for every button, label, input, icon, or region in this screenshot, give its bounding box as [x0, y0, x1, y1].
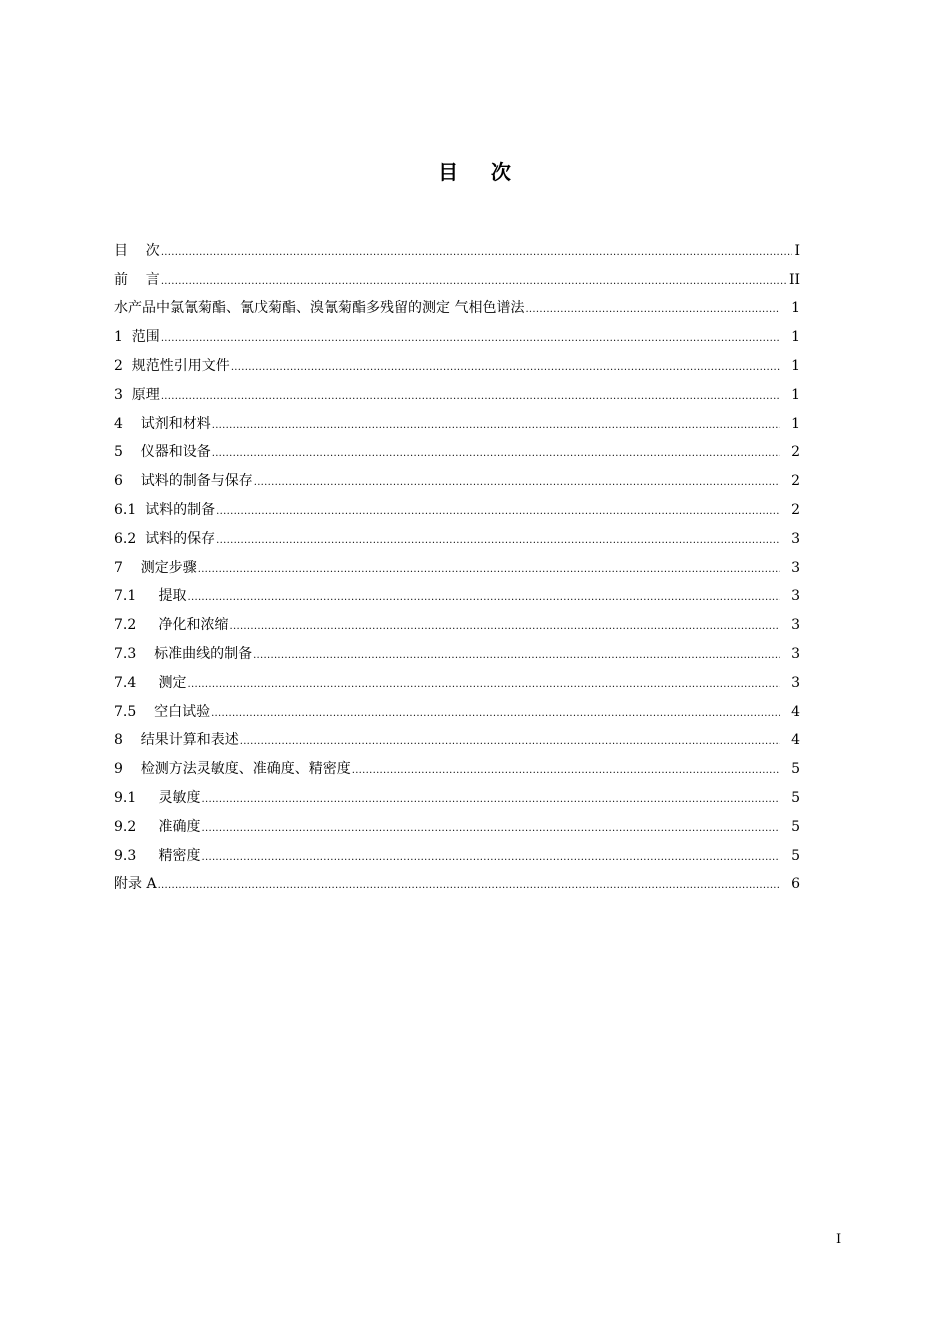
toc-entry-page: 1: [791, 386, 800, 403]
toc-entry-page: 2: [791, 501, 800, 518]
toc-entry-foreword[interactable]: [114, 260, 800, 289]
toc-entry-page: 3: [791, 674, 800, 691]
toc-entry-page: I: [794, 242, 800, 259]
toc-entry-page: 5: [791, 761, 800, 778]
page-title: 目 次: [438, 160, 512, 184]
toc-entry-label: 5 仪器和设备: [114, 444, 211, 461]
toc-dot-leader: [188, 591, 780, 605]
toc-entry-1[interactable]: [114, 317, 800, 346]
toc-dot-leader: [230, 620, 780, 634]
toc-entry-label: 9.2 准确度: [114, 818, 201, 835]
toc-dot-leader: [240, 735, 780, 749]
toc-entry-4[interactable]: [114, 404, 800, 433]
toc-entry-contents[interactable]: [114, 231, 800, 260]
toc-entry-page: 3: [791, 588, 800, 605]
toc-entry-label: 6 试料的制备与保存: [114, 473, 253, 490]
toc-dot-leader: [161, 332, 780, 346]
toc-dot-leader: [216, 534, 780, 548]
toc-entry-page: 4: [791, 732, 800, 749]
toc-entry-page: 1: [791, 357, 800, 374]
table-of-contents: [114, 231, 800, 893]
toc-entry-page: 5: [791, 818, 800, 835]
toc-entry-2[interactable]: [114, 346, 800, 375]
toc-entry-8[interactable]: [114, 721, 800, 750]
toc-entry-label: 9.1 灵敏度: [114, 789, 201, 806]
toc-dot-leader: [158, 879, 780, 893]
toc-entry-label: 7.5 空白试验: [114, 703, 211, 720]
toc-entry-page: 3: [791, 559, 800, 576]
toc-dot-leader: [352, 764, 780, 778]
page-number: I: [836, 1232, 842, 1247]
toc-entry-label: 9 检测方法灵敏度、准确度、精密度: [114, 761, 351, 778]
toc-entry-6-1[interactable]: [114, 490, 800, 519]
toc-dot-leader: [202, 851, 780, 865]
toc-entry-label: 6.1 试料的制备: [114, 501, 216, 518]
toc-dot-leader: [161, 390, 780, 404]
toc-entry-page: 5: [791, 847, 800, 864]
toc-entry-page: 4: [791, 703, 800, 720]
toc-dot-leader: [253, 649, 780, 663]
toc-dot-leader: [254, 476, 780, 490]
toc-entry-7-3[interactable]: [114, 634, 800, 663]
toc-entry-label: 8 结果计算和表述: [114, 732, 239, 749]
toc-dot-leader: [202, 822, 780, 836]
toc-entry-9-1[interactable]: [114, 778, 800, 807]
toc-entry-label: 9.3 精密度: [114, 847, 201, 864]
toc-entry-page: 2: [791, 473, 800, 490]
toc-entry-5[interactable]: [114, 433, 800, 462]
toc-entry-label: 4 试剂和材料: [114, 415, 211, 432]
toc-entry-page: 1: [791, 329, 800, 346]
toc-entry-page: 6: [791, 876, 800, 893]
toc-entry-page: 2: [791, 444, 800, 461]
toc-entry-page: 3: [791, 645, 800, 662]
toc-entry-label: 7.3 标准曲线的制备: [114, 645, 253, 662]
toc-entry-7-4[interactable]: [114, 663, 800, 692]
toc-entry-7[interactable]: [114, 548, 800, 577]
toc-entry-label: 前 言: [114, 271, 160, 288]
toc-dot-leader: [212, 419, 780, 433]
toc-entry-7-5[interactable]: [114, 692, 800, 721]
toc-entry-page: 5: [791, 789, 800, 806]
toc-entry-page: 3: [791, 617, 800, 634]
toc-dot-leader: [231, 361, 780, 375]
toc-entry-6[interactable]: [114, 461, 800, 490]
toc-entry-9[interactable]: [114, 749, 800, 778]
toc-entry-label: 3 原理: [114, 386, 160, 403]
toc-entry-appendix-a[interactable]: [114, 865, 800, 894]
toc-entry-label: 7.4 测定: [114, 674, 187, 691]
toc-entry-document-title[interactable]: [114, 289, 800, 318]
toc-entry-7-2[interactable]: [114, 605, 800, 634]
toc-entry-page: 1: [791, 300, 800, 317]
toc-entry-page: 1: [791, 415, 800, 432]
toc-dot-leader: [525, 303, 780, 317]
toc-dot-leader: [161, 246, 793, 260]
toc-entry-label: 2 规范性引用文件: [114, 357, 230, 374]
toc-entry-6-2[interactable]: [114, 519, 800, 548]
toc-dot-leader: [198, 563, 780, 577]
toc-dot-leader: [188, 678, 780, 692]
toc-entry-label: 目 次: [114, 242, 160, 259]
toc-dot-leader: [216, 505, 780, 519]
toc-dot-leader: [202, 793, 780, 807]
toc-entry-page: 3: [791, 530, 800, 547]
toc-entry-3[interactable]: [114, 375, 800, 404]
toc-entry-label: 7.1 提取: [114, 588, 187, 605]
toc-entry-page: II: [788, 271, 800, 288]
toc-entry-label: 1 范围: [114, 329, 160, 346]
toc-entry-label: 6.2 试料的保存: [114, 530, 216, 547]
toc-entry-7-1[interactable]: [114, 577, 800, 606]
toc-dot-leader: [212, 447, 780, 461]
toc-entry-label: 7 测定步骤: [114, 559, 197, 576]
toc-dot-leader: [211, 707, 780, 721]
toc-dot-leader: [161, 275, 787, 289]
toc-entry-9-3[interactable]: [114, 836, 800, 865]
toc-entry-label: 7.2 净化和浓缩: [114, 617, 229, 634]
toc-entry-label: 水产品中氯氰菊酯、氰戊菊酯、溴氰菊酯多残留的测定 气相色谱法: [114, 300, 525, 317]
toc-entry-label: 附录 A: [114, 876, 157, 893]
toc-entry-9-2[interactable]: [114, 807, 800, 836]
